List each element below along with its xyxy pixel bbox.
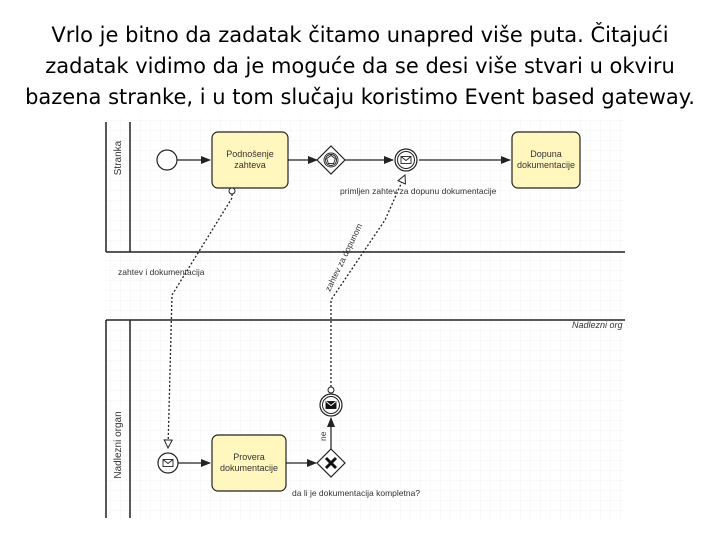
task-provera-dokumentacije[interactable] <box>212 435 286 491</box>
title-line-3: bazena stranke, i u tom slučaju koristimo Event based gateway. <box>25 85 695 109</box>
task-provera-line1: Provera <box>233 452 265 462</box>
label-primljen-zahtev: primljen zahtev za dopunu dokumentacije <box>340 186 497 196</box>
label-zahtev-za-dopunom: zahtev za dopunom <box>322 221 365 293</box>
message-catch-event[interactable] <box>395 149 417 171</box>
pool-stranka-label: Stranka <box>113 140 124 176</box>
task-dopuna-dokumentacije[interactable] <box>512 132 580 188</box>
task-provera-line2: dokumentacije <box>219 463 279 473</box>
title-line-1: Vrlo je bitno da zadatak čitamo unapred više puta. Čitajući <box>51 23 669 47</box>
pool-nadlezni-watermark: Nadlezni org <box>572 320 623 330</box>
task-podnosenje-line1: Podnošenje <box>226 149 274 159</box>
title-line-2: zadatak vidimo da je moguće da se desi više stvari u okviru <box>45 54 675 78</box>
task-dopuna-line2: dokumentacije <box>516 160 576 170</box>
label-zahtev-dokumentacija: zahtev i dokumentacija <box>118 267 205 277</box>
message-throw-event[interactable] <box>320 394 342 416</box>
message-start-event[interactable] <box>158 453 178 473</box>
task-podnosenje-line2: zahteva <box>234 160 266 170</box>
label-kompletna-pitanje: da li je dokumentacija kompletna? <box>292 488 421 498</box>
label-ne: ne <box>318 431 328 441</box>
pool-nadlezni-label: Nadlezni organ <box>113 411 124 479</box>
task-podnosenje-zahteva[interactable] <box>212 132 288 188</box>
task-dopuna-line1: Dopuna <box>530 149 562 159</box>
start-event[interactable] <box>157 150 177 170</box>
